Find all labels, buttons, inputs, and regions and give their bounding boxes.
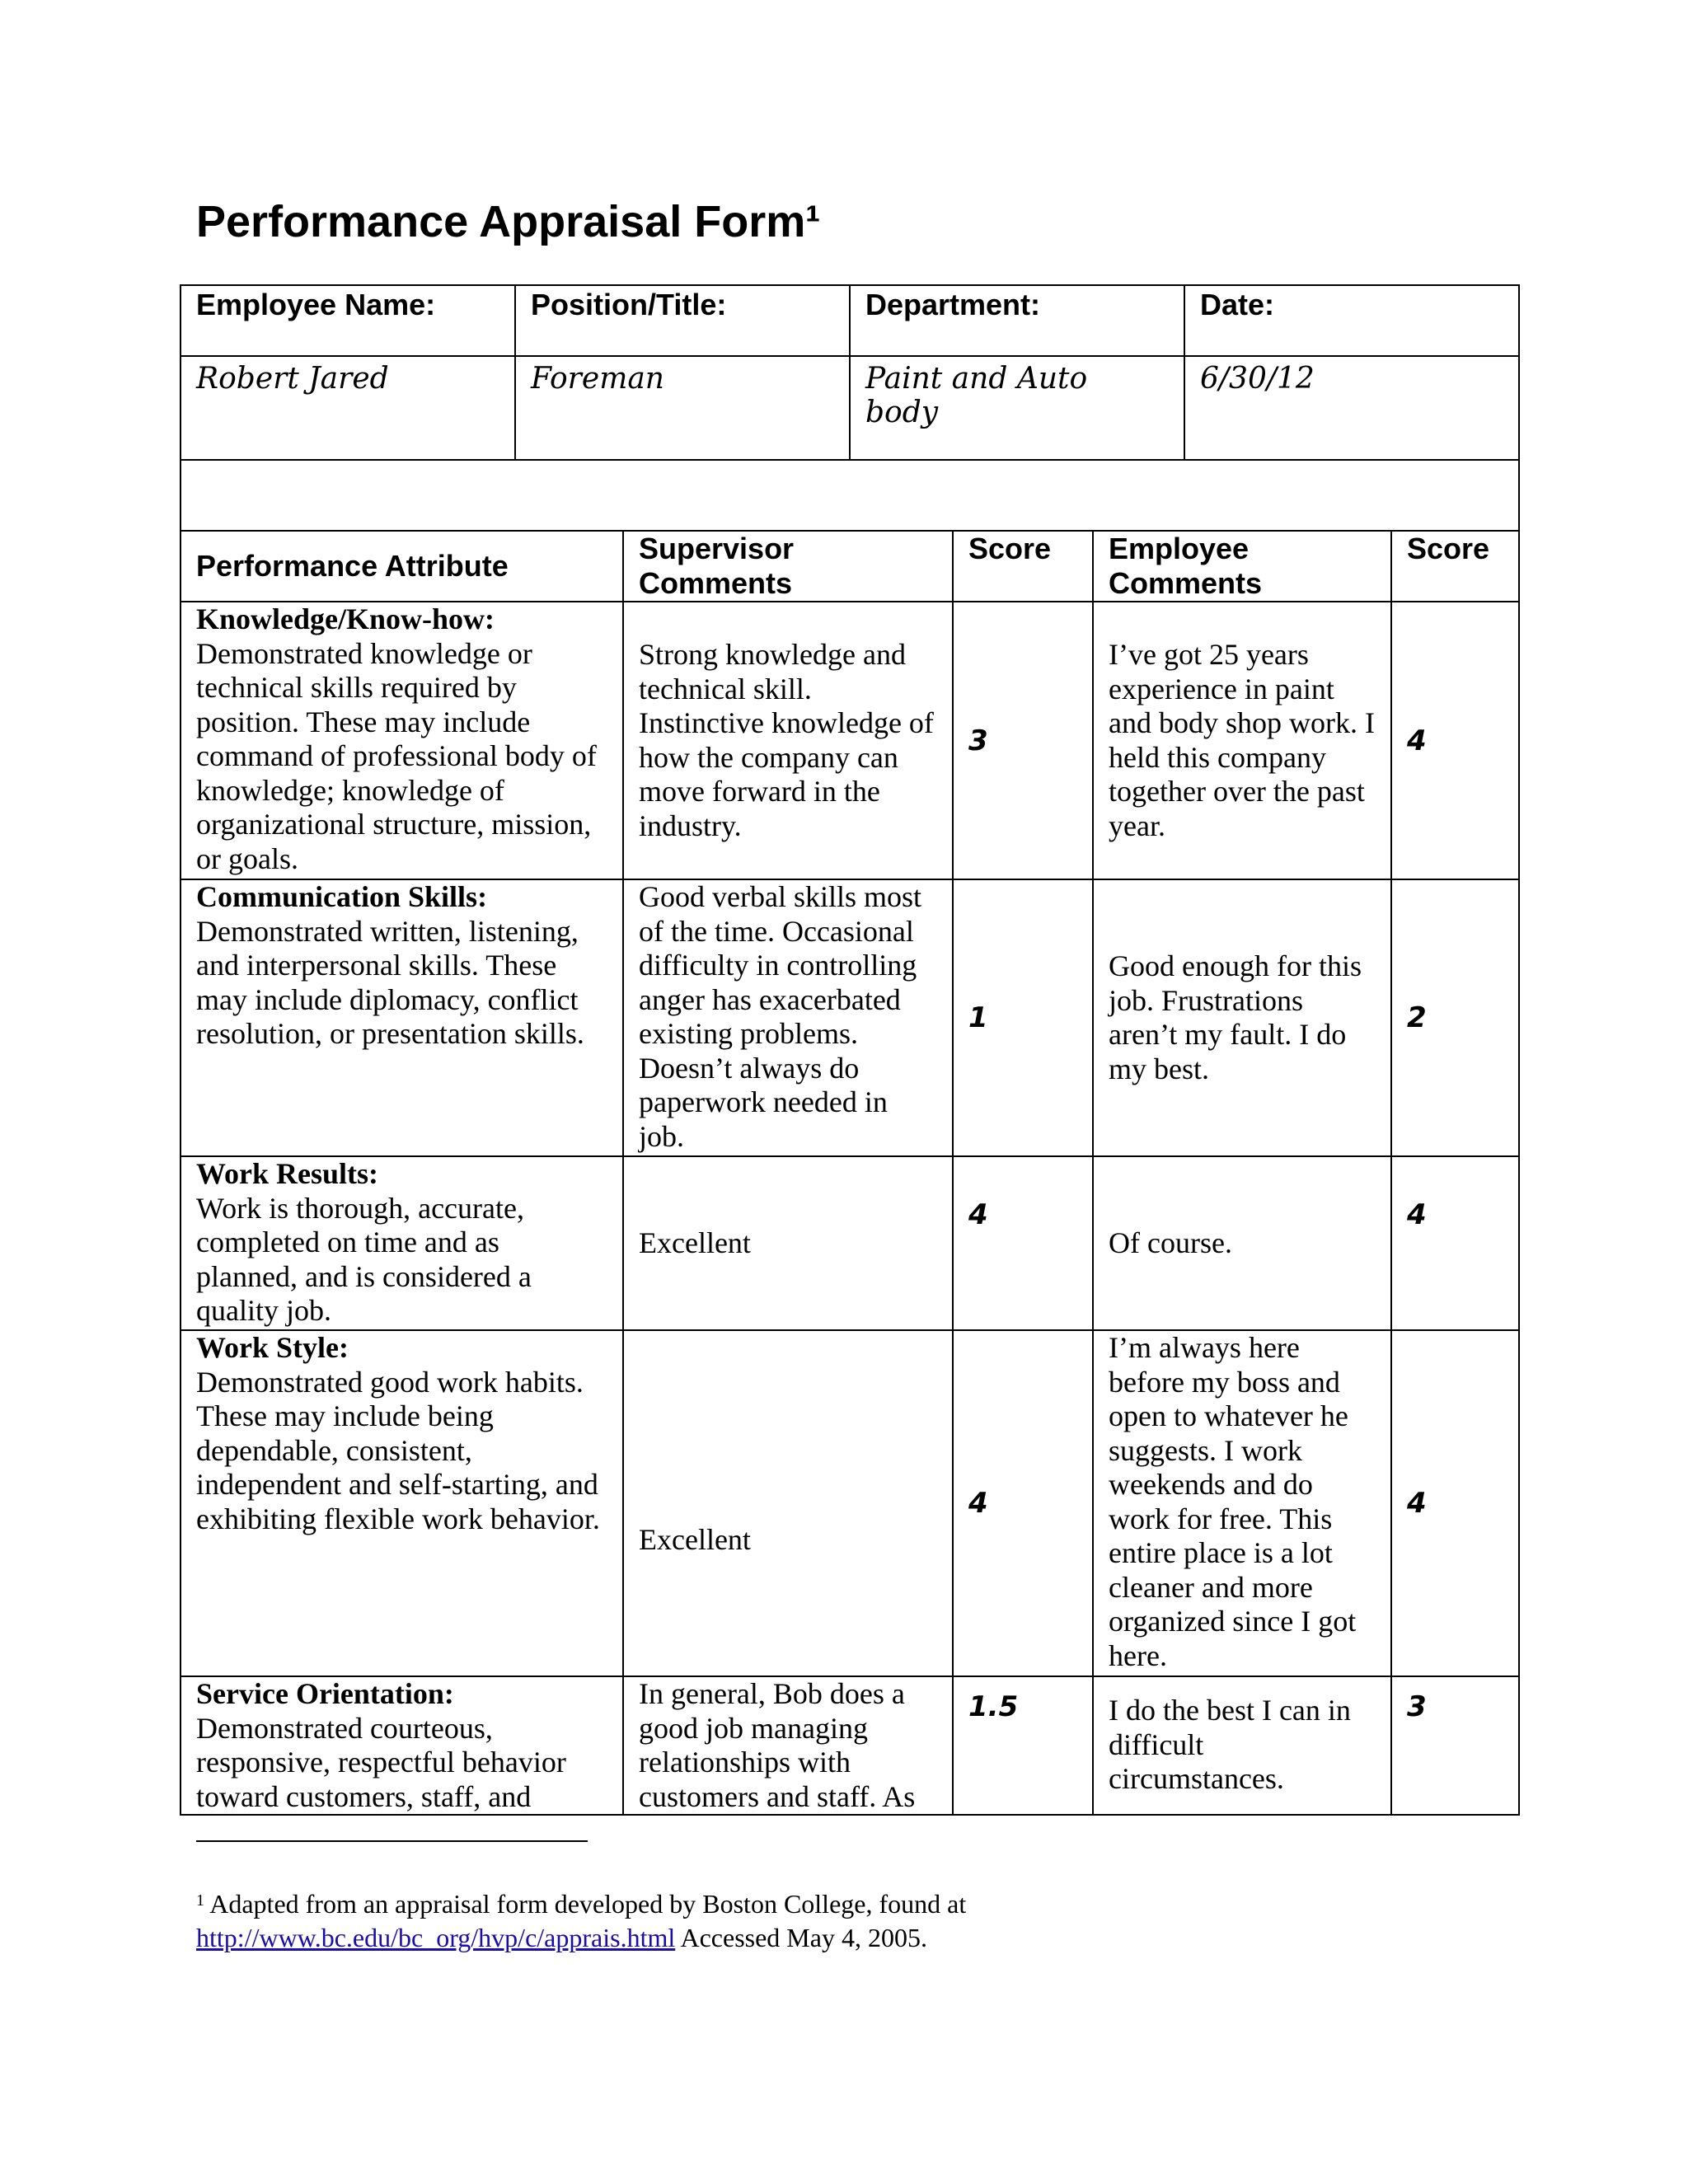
- footnote-link[interactable]: http://www.bc.edu/bc_org/hvp/c/apprais.html: [196, 1923, 676, 1952]
- supervisor-comment-cell: [623, 1330, 953, 1676]
- position-label: Position/Title:: [531, 288, 727, 321]
- position-value-cell: [515, 356, 850, 460]
- department-header-cell: [850, 285, 1184, 356]
- employee-score: 4: [1407, 1198, 1427, 1231]
- attribute-title: Work Results:: [196, 1157, 379, 1190]
- employee-score-cell: [1391, 879, 1519, 1156]
- supervisor-comment-cell: [623, 1676, 953, 1815]
- attribute-description: Demonstrated knowledge or technical skills required by position. These may include command of professional body of knowledge; knowledge of organizational structure, mission, or goals.: [196, 636, 597, 875]
- employee-comment: I’m always here before my boss and open to whatever he suggests. I work weekends and do work for free. This entire place is a lot cleaner and more organized since I got here.: [1109, 1331, 1357, 1672]
- supervisor-comment: Excellent: [639, 1226, 751, 1259]
- footnote: [196, 1887, 966, 1955]
- employee-score: 2: [1407, 1001, 1427, 1034]
- employee-comment: I do the best I can in difficult circumstances.: [1109, 1694, 1351, 1795]
- supervisor-score: 1: [968, 1001, 988, 1034]
- attribute-description: Work is thorough, accurate, completed on time and as planned, and is considered a quality job.: [196, 1191, 532, 1327]
- table-row: [181, 1156, 1519, 1330]
- department-value: Paint and Auto body: [865, 362, 1088, 429]
- footnote-text: Adapted from an appraisal form developed by Boston College, found at: [209, 1889, 967, 1919]
- employee-score-cell: [1391, 602, 1519, 879]
- employee-name-value-cell: [181, 356, 515, 460]
- supervisor-comment: Good verbal skills most of the time. Occasional difficulty in controlling anger has exacerbated existing problems. Doesn’t always do paperwork needed in job.: [639, 880, 921, 1153]
- attribute-cell: [181, 602, 623, 879]
- date-value: 6/30/12: [1200, 362, 1315, 396]
- employee-comment-cell: [1093, 879, 1391, 1156]
- col-employee-header: [1093, 531, 1391, 602]
- supervisor-comment: In general, Bob does a good job managing relationships with customers and staff. As: [639, 1677, 916, 1813]
- attribute-description: Demonstrated good work habits. These may include being dependable, consistent, independent and self-starting, and exhibiting flexible work behavior.: [196, 1365, 600, 1535]
- column-header-row: [181, 531, 1519, 602]
- blank-spacer-row: [181, 460, 1519, 531]
- department-label: Department:: [865, 288, 1041, 321]
- employee-comment: I’ve got 25 years experience in paint and body shop work. I held this company together over the past year.: [1109, 638, 1375, 842]
- attribute-description: Demonstrated written, listening, and interpersonal skills. These may include diplomacy, conflict resolution, or presentation skills.: [196, 914, 584, 1050]
- attribute-title: Service Orientation:: [196, 1677, 454, 1710]
- attribute-description: Demonstrated courteous, responsive, respectful behavior toward customers, staff, and: [196, 1711, 566, 1813]
- supervisor-comment-cell: [623, 1156, 953, 1330]
- supervisor-score-cell: [953, 879, 1093, 1156]
- footnote-divider: [196, 1840, 588, 1842]
- col-attribute-label: Performance Attribute: [196, 549, 509, 583]
- supervisor-score-cell: [953, 1676, 1093, 1815]
- position-header-cell: [515, 285, 850, 356]
- supervisor-comment: Excellent: [639, 1523, 751, 1557]
- attribute-title: Work Style:: [196, 1331, 349, 1364]
- employee-score-cell: [1391, 1330, 1519, 1676]
- employee-score: 3: [1407, 1690, 1427, 1723]
- supervisor-score: 1.5: [968, 1690, 1019, 1723]
- supervisor-comment: Strong knowledge and technical skill. Instinctive knowledge of how the company can move forward in the industry.: [639, 638, 934, 842]
- supervisor-comment-cell: [623, 879, 953, 1156]
- employee-comment: Good enough for this job. Frustrations aren’t my fault. I do my best.: [1109, 949, 1362, 1085]
- employee-score: 4: [1407, 1487, 1427, 1520]
- date-value-cell: [1184, 356, 1519, 460]
- employee-name-value: Robert Jared: [196, 362, 389, 396]
- supervisor-score-cell: [953, 1330, 1093, 1676]
- date-label: Date:: [1200, 288, 1275, 321]
- page-title: Performance Appraisal Form¹: [196, 197, 821, 246]
- employee-comment-cell: [1093, 1156, 1391, 1330]
- employee-comment-cell: [1093, 1676, 1391, 1815]
- department-value-cell: [850, 356, 1184, 460]
- footnote-marker: 1: [196, 1891, 204, 1910]
- attribute-title: Communication Skills:: [196, 880, 488, 913]
- position-value: Foreman: [531, 362, 664, 396]
- info-block: [180, 284, 1518, 1816]
- attribute-cell: [181, 1156, 623, 1330]
- col-supervisor-header: [623, 531, 953, 602]
- col-score2-label: Score: [1407, 532, 1490, 565]
- footnote-accessed: Accessed May 4, 2005.: [680, 1923, 927, 1952]
- employee-comment-cell: [1093, 602, 1391, 879]
- employee-score-cell: [1391, 1676, 1519, 1815]
- supervisor-score-cell: [953, 602, 1093, 879]
- table-row: [181, 1676, 1519, 1815]
- table-row: [181, 879, 1519, 1156]
- employee-score-cell: [1391, 1156, 1519, 1330]
- employee-score: 4: [1407, 724, 1427, 757]
- supervisor-score: 4: [968, 1487, 988, 1520]
- supervisor-score: 3: [968, 724, 988, 757]
- col-score1-label: Score: [968, 532, 1052, 565]
- date-header-cell: [1184, 285, 1519, 356]
- employee-name-header-cell: [181, 285, 515, 356]
- table-row: [181, 1330, 1519, 1676]
- supervisor-score: 4: [968, 1198, 988, 1231]
- table-row: [181, 602, 1519, 879]
- attribute-cell: [181, 1330, 623, 1676]
- col-supervisor-label: Supervisor Comments: [639, 532, 795, 600]
- supervisor-score-cell: [953, 1156, 1093, 1330]
- supervisor-comment-cell: [623, 602, 953, 879]
- col-score1-header: [953, 531, 1093, 602]
- attribute-title: Knowledge/Know-how:: [196, 602, 495, 635]
- col-employee-label: Employee Comments: [1109, 532, 1263, 600]
- attribute-cell: [181, 879, 623, 1156]
- employee-name-label: Employee Name:: [196, 288, 436, 321]
- attribute-cell: [181, 1676, 623, 1815]
- col-score2-header: [1391, 531, 1519, 602]
- col-attribute-header: [181, 531, 623, 602]
- employee-comment: Of course.: [1109, 1226, 1232, 1259]
- employee-comment-cell: [1093, 1330, 1391, 1676]
